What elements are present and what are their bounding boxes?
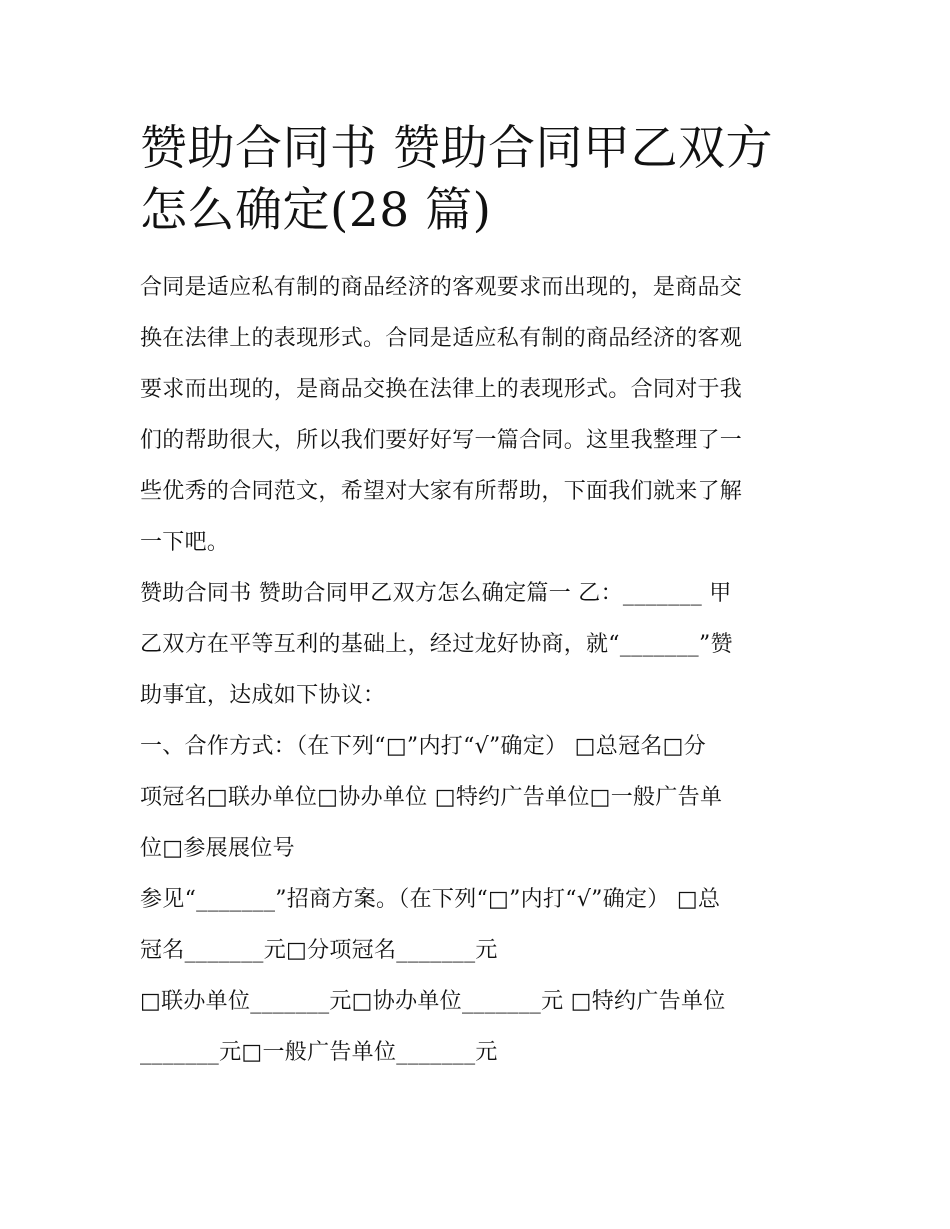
text-line: 换在法律上的表现形式。合同是适应私有制的商品经济的客观 xyxy=(140,326,743,351)
title-line: 赞助合同书 赞助合同甲乙双方 xyxy=(140,121,773,176)
text-line: 一、合作方式：（在下列“□”内打“√”确定） □总冠名□分 xyxy=(140,734,707,759)
text-line: 赞助合同书 赞助合同甲乙双方怎么确定篇一 乙：_______ 甲 xyxy=(140,581,732,606)
document-content xyxy=(140,118,815,1078)
text-line: □联办单位_______元□协办单位_______元 □特约广告单位 xyxy=(140,989,726,1014)
text-line: 些优秀的合同范文，希望对大家有所帮助，下面我们就来了解 xyxy=(140,479,743,504)
sponsorship-fee-paragraph xyxy=(140,874,815,976)
text-line: 乙双方在平等互利的基础上，经过龙好协商，就“_______”赞 xyxy=(140,632,733,657)
intro-paragraph xyxy=(140,262,815,568)
text-line: 助事宜，达成如下协议： xyxy=(140,683,386,708)
title-line: 怎么确定(28 篇) xyxy=(140,183,492,238)
text-line: 位□参展展位号 xyxy=(140,836,295,861)
text-line: 冠名_______元□分项冠名_______元 xyxy=(140,938,498,963)
text-line: 项冠名□联办单位□协办单位 □特约广告单位□一般广告单 xyxy=(140,785,723,810)
text-line: _______元□一般广告单位_______元 xyxy=(140,1040,498,1065)
text-line: 合同是适应私有制的商品经济的客观要求而出现的，是商品交 xyxy=(140,275,743,300)
text-line: 们的帮助很大，所以我们要好好写一篇合同。这里我整理了一 xyxy=(140,428,743,453)
document-title xyxy=(140,118,815,242)
text-line: 一下吧。 xyxy=(140,530,230,555)
text-line: 要求而出现的，是商品交换在法律上的表现形式。合同对于我 xyxy=(140,377,743,402)
text-line: 参见“_______”招商方案。（在下列“□”内打“√”确定） □总 xyxy=(140,887,721,912)
sponsor-units-fee-paragraph xyxy=(140,976,815,1078)
contract-opening-paragraph xyxy=(140,568,815,721)
cooperation-method-paragraph xyxy=(140,721,815,874)
